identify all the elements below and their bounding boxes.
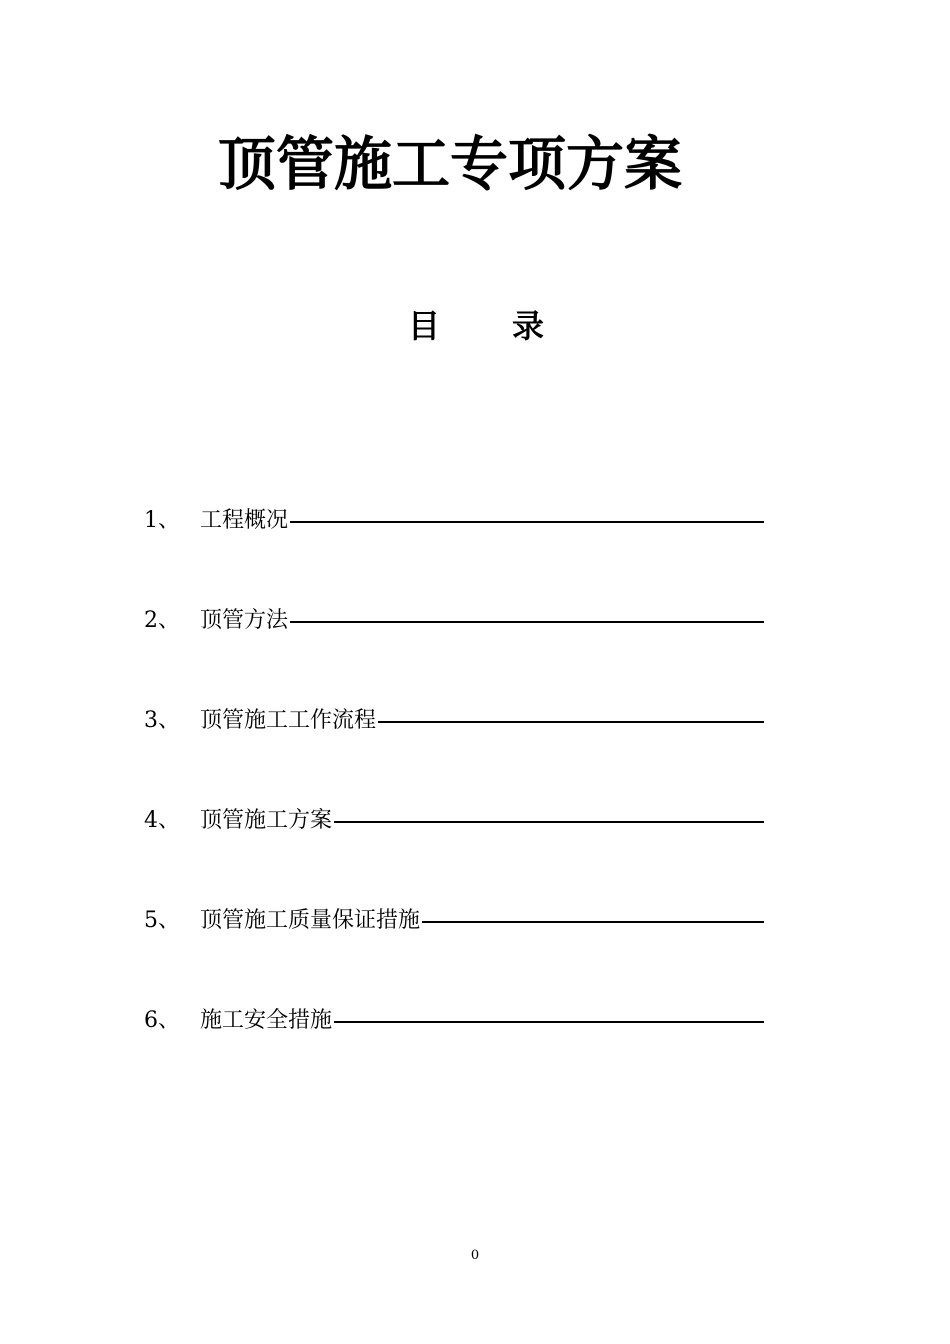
toc-item-1[interactable] (144, 504, 764, 538)
toc-item-number: 5、 (144, 908, 180, 933)
toc-item-label: 施工安全措施 (200, 1008, 333, 1033)
toc-leader-line (422, 921, 764, 923)
toc-leader-line (334, 821, 764, 823)
toc-item-label: 顶管方法 (200, 608, 289, 633)
toc-item-number: 3、 (144, 708, 180, 733)
toc-item-label: 顶管施工方案 (200, 808, 333, 833)
toc-item-3[interactable] (144, 704, 764, 738)
toc-item-number: 2、 (144, 608, 180, 633)
toc-leader-line (290, 521, 764, 523)
toc-leader-line (378, 721, 764, 723)
toc-item-number: 4、 (144, 808, 180, 833)
toc-item-label: 工程概况 (200, 508, 289, 533)
toc-leader-line (290, 621, 764, 623)
toc-item-5[interactable] (144, 904, 764, 938)
toc-item-2[interactable] (144, 604, 764, 638)
toc-leader-line (334, 1021, 764, 1023)
toc-item-number: 1、 (144, 508, 180, 533)
toc-item-label: 顶管施工工作流程 (200, 708, 377, 733)
document-title: 顶管施工专项方案 (217, 130, 682, 198)
toc-item-label: 顶管施工质量保证措施 (200, 908, 421, 933)
toc-item-6[interactable] (144, 1004, 764, 1038)
page-number: 0 (470, 1248, 480, 1263)
toc-item-4[interactable] (144, 804, 764, 838)
toc-heading-char-1: 目 (408, 307, 441, 345)
toc-item-number: 6、 (144, 1008, 180, 1033)
toc-heading (408, 302, 568, 350)
toc-heading-char-2: 录 (512, 307, 545, 345)
